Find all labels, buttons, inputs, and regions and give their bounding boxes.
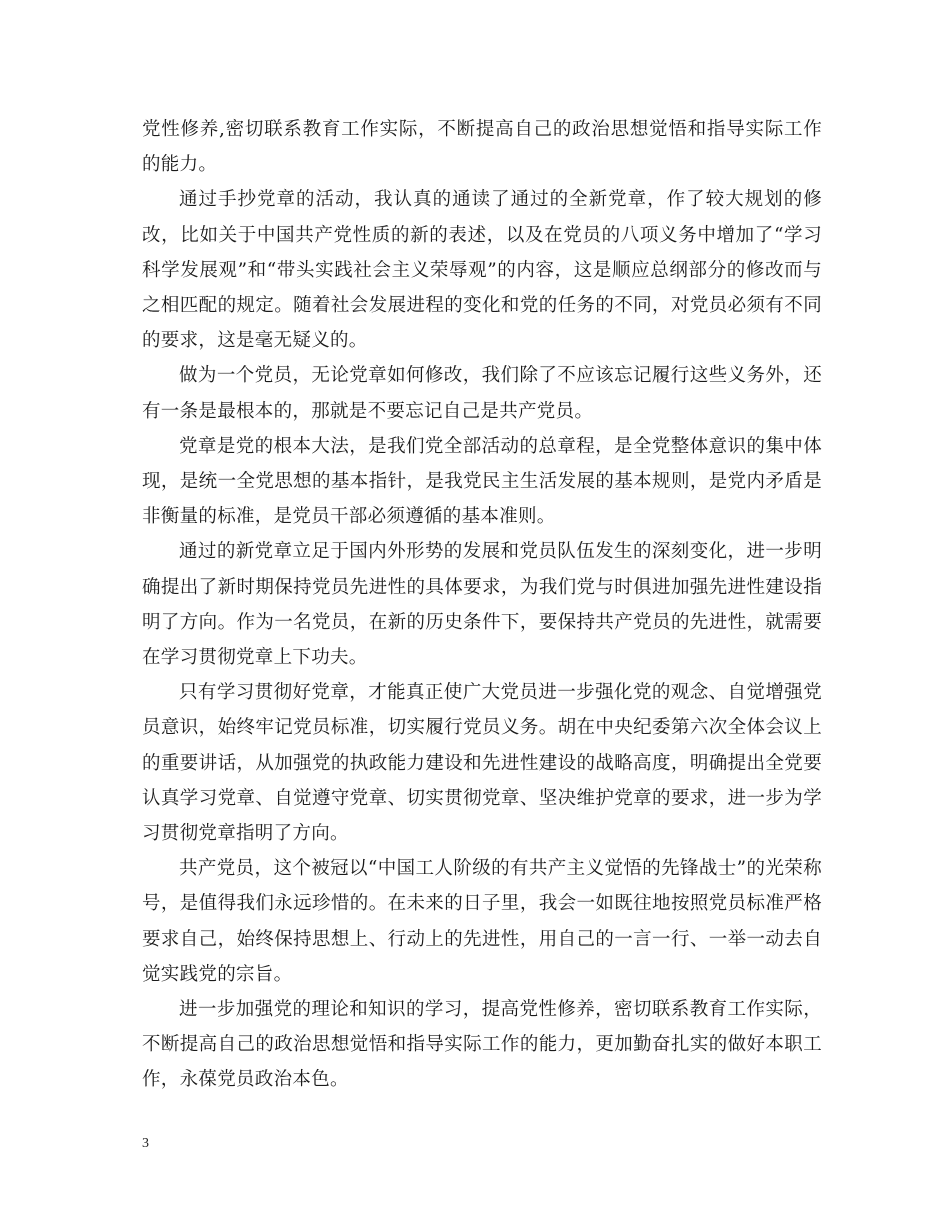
paragraph-6: 只有学习贯彻好党章，才能真正使广大党员进一步强化党的观念、自觉增强党员意识，始终牢记党员标准，切实履行党员义务。胡在中央纪委第六次全体会议上的重要讲话，从加强党的执政能力建设和先进性建设的战略高度，明确提出全党要认真学习党章、自觉遵守党章、切实贯彻党章、坚决维护党章的要求，进一步为学习贯彻党章指明了方向。 xyxy=(142,682,822,845)
paragraph-5: 通过的新党章立足于国内外形势的发展和党员队伍发生的深刻变化，进一步明确提出了新时期保持党员先进性的具体要求，为我们党与时俱进加强先进性建设指明了方向。作为一名党员，在新的历史条件下，要保持共产党员的先进性，就需要在学习贯彻党章上下功夫。 xyxy=(142,541,822,669)
paragraph-2: 通过手抄党章的活动，我认真的通读了通过的全新党章，作了较大规划的修改，比如关于中国共产党性质的新的表述，以及在党员的八项义务中增加了“学习科学发展观”和“带头实践社会主义荣辱观”的内容，这是顺应总纲部分的修改而与之相匹配的规定。随着社会发展进程的变化和党的任务的不同，对党员必须有不同的要求，这是毫无疑义的。 xyxy=(142,189,822,352)
paragraph-1: 党性修养,密切联系教育工作实际，不断提高自己的政治思想觉悟和指导实际工作的能力。 xyxy=(142,119,822,176)
paragraph-7: 共产党员，这个被冠以“中国工人阶级的有共产主义觉悟的先锋战士”的光荣称号，是值得我们永远珍惜的。在未来的日子里，我会一如既往地按照党员标准严格要求自己，始终保持思想上、行动上的先进性，用自己的一言一行、一举一动去自觉实践党的宗旨。 xyxy=(142,858,822,985)
paragraph-8: 进一步加强党的理论和知识的学习，提高党性修养，密切联系教育工作实际，不断提高自己的政治思想觉悟和指导实际工作的能力，更加勤奋扎实的做好本职工作，永葆党员政治本色。 xyxy=(142,999,822,1091)
page-number: 3 xyxy=(142,1136,149,1151)
paragraph-3: 做为一个党员，无论党章如何修改，我们除了不应该忘记履行这些义务外，还有一条是最根本的，那就是不要忘记自己是共产党员。 xyxy=(142,365,822,422)
paragraph-4: 党章是党的根本大法，是我们党全部活动的总章程，是全党整体意识的集中体现，是统一全党思想的基本指针，是我党民主生活发展的基本规则，是党内矛盾是非衡量的标准，是党员干部必须遵循的基本准则。 xyxy=(142,435,822,528)
document-body xyxy=(142,112,822,1098)
